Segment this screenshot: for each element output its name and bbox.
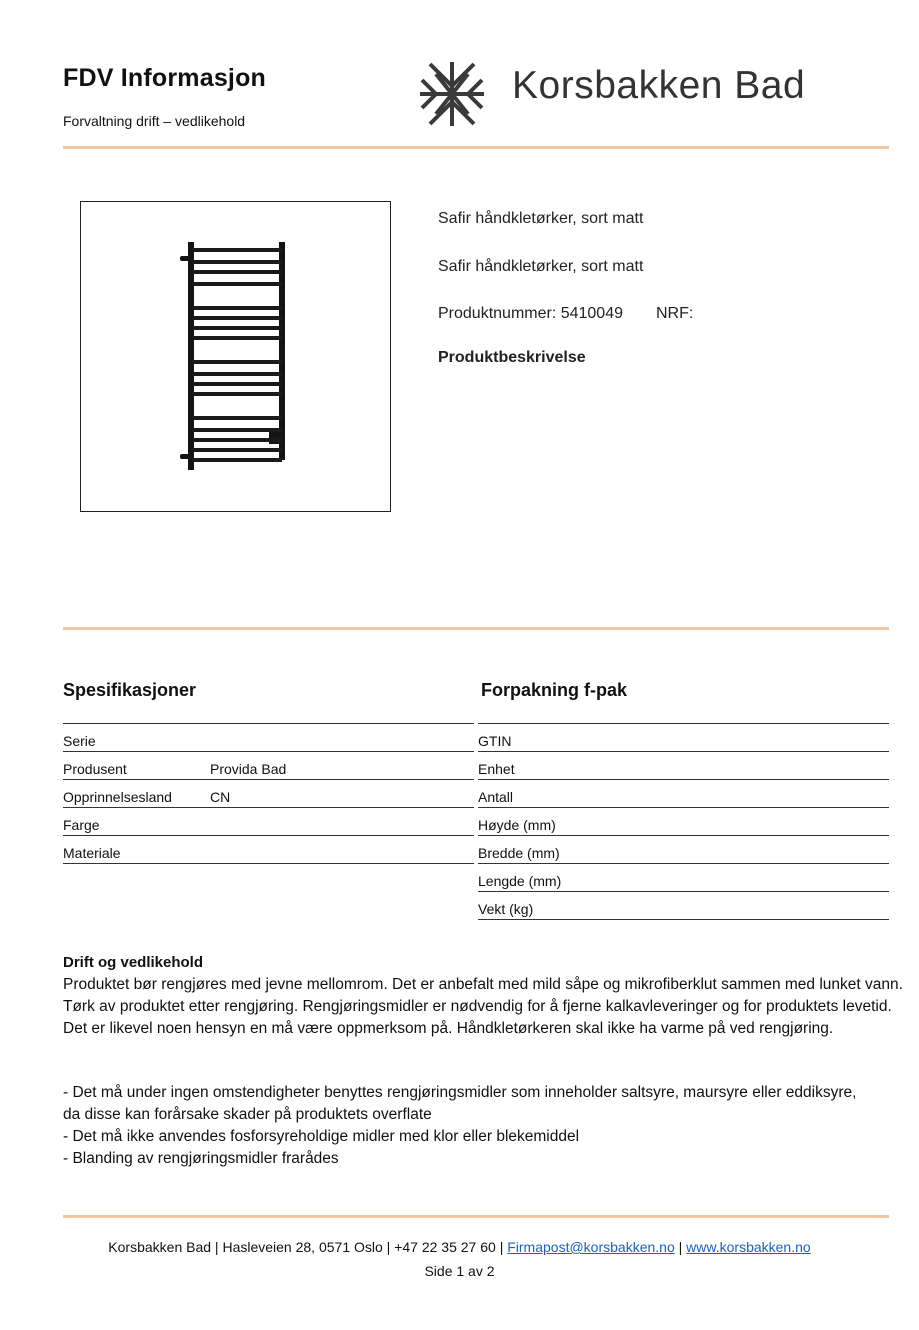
document-subtitle: Forvaltning drift – vedlikehold xyxy=(63,113,246,129)
table-row xyxy=(63,808,474,836)
brand-logo-icon xyxy=(416,58,488,130)
product-name-secondary: Safir håndkletørker, sort matt xyxy=(438,258,644,275)
spec-label: Produsent xyxy=(63,761,127,777)
towel-warmer-image xyxy=(81,202,390,511)
packaging-label: Bredde (mm) xyxy=(478,845,560,861)
maintenance-paragraph: Produktet bør rengjøres med jevne mellomrom. Det er anbefalt med mild såpe og mikrofiberklut sammen med lunket vann. Tørk av produktet etter rengjøring. Rengjøringsmidler er nødvendig for å fjerne kalkavleveringer og for produktets levetid. Det er likevel noen hensyn en må være oppmerksom på. Håndkletørkeren skal ikke ha varme på ved rengjøring. xyxy=(63,976,903,1037)
towel-rail-rung xyxy=(192,260,282,264)
packaging-label: Enhet xyxy=(478,761,515,777)
maintenance-heading: Drift og vedlikehold xyxy=(63,954,204,971)
towel-rail-rung xyxy=(192,392,282,396)
packaging-label: Lengde (mm) xyxy=(478,873,562,889)
footer-company: Korsbakken Bad xyxy=(108,1239,212,1255)
towel-rail-rung xyxy=(192,326,282,330)
table-row xyxy=(478,724,889,752)
document-title: FDV Informasjon xyxy=(63,64,267,92)
footer-separator: | xyxy=(499,1239,504,1255)
product-name: Safir håndkletørker, sort matt xyxy=(438,210,644,227)
table-row xyxy=(63,780,474,808)
maintenance-warnings xyxy=(63,1082,913,1170)
product-description-heading: Produktbeskrivelse xyxy=(438,349,586,366)
towel-rail-rung xyxy=(192,360,282,364)
spec-label: Serie xyxy=(63,733,96,749)
warning-item: - Det må ikke anvendes fosforsyreholdige midler med klor eller blekemiddel xyxy=(63,1128,580,1145)
towel-rail-rung xyxy=(192,416,282,420)
spec-value: CN xyxy=(210,789,231,805)
spec-label: Materiale xyxy=(63,845,121,861)
towel-rail-rung xyxy=(192,306,282,310)
footer-contact xyxy=(0,1239,919,1255)
towel-rail-rung xyxy=(192,316,282,320)
table-row xyxy=(478,892,889,920)
towel-rail-rung xyxy=(192,270,282,274)
spec-label: Farge xyxy=(63,817,100,833)
footer-divider xyxy=(63,1215,889,1218)
footer-email-link[interactable]: Firmapost@korsbakken.no xyxy=(507,1239,675,1255)
table-row xyxy=(478,864,889,892)
warning-item-continued: da disse kan forårsake skader på produktets overflate xyxy=(63,1106,432,1123)
packaging-label: GTIN xyxy=(478,733,512,749)
warning-item: - Blanding av rengjøringsmidler frarådes xyxy=(63,1150,339,1167)
packaging-label: Høyde (mm) xyxy=(478,817,556,833)
footer-separator: | xyxy=(214,1239,219,1255)
footer-address: Hasleveien 28, 0571 Oslo xyxy=(222,1239,383,1255)
spec-label: Opprinnelsesland xyxy=(63,789,172,805)
maintenance-text xyxy=(63,974,903,1040)
table-row xyxy=(63,724,474,752)
table-row xyxy=(478,780,889,808)
table-row xyxy=(478,752,889,780)
towel-rail-rung xyxy=(192,248,282,252)
towel-rail-rung xyxy=(192,458,282,462)
table-row xyxy=(478,808,889,836)
table-row xyxy=(478,836,889,864)
towel-rail-rung xyxy=(192,448,282,452)
footer-separator: | xyxy=(386,1239,391,1255)
packaging-table xyxy=(478,723,889,920)
packaging-label: Antall xyxy=(478,789,514,805)
table-row xyxy=(63,836,474,864)
header-divider xyxy=(63,146,889,149)
towel-rail-rung xyxy=(192,428,282,432)
brand-name: Korsbakken Bad xyxy=(512,64,806,107)
warning-item: - Det må under ingen omstendigheter benyttes rengjøringsmidler som inneholder saltsyre, maursyre eller eddiksyre, xyxy=(63,1084,857,1101)
packaging-heading: Forpakning f-pak xyxy=(481,680,628,700)
section-divider xyxy=(63,627,889,630)
specs-heading: Spesifikasjoner xyxy=(63,680,197,700)
product-number: Produktnummer: 5410049 xyxy=(438,305,623,322)
product-image xyxy=(80,201,391,512)
towel-rail-rung xyxy=(192,372,282,376)
towel-rail-rung xyxy=(192,438,282,442)
spec-value: Provida Bad xyxy=(210,761,287,777)
specs-table xyxy=(63,723,474,864)
towel-rail-rung xyxy=(192,382,282,386)
table-row xyxy=(63,752,474,780)
page-number: Side 1 av 2 xyxy=(424,1263,495,1279)
footer-phone: +47 22 35 27 60 xyxy=(394,1239,496,1255)
packaging-label: Vekt (kg) xyxy=(478,901,534,917)
nrf-number: NRF: xyxy=(656,305,694,322)
footer-website-link[interactable]: www.korsbakken.no xyxy=(686,1239,811,1255)
towel-rail-rung xyxy=(192,282,282,286)
footer-separator: | xyxy=(678,1239,683,1255)
towel-rail-rung xyxy=(192,336,282,340)
